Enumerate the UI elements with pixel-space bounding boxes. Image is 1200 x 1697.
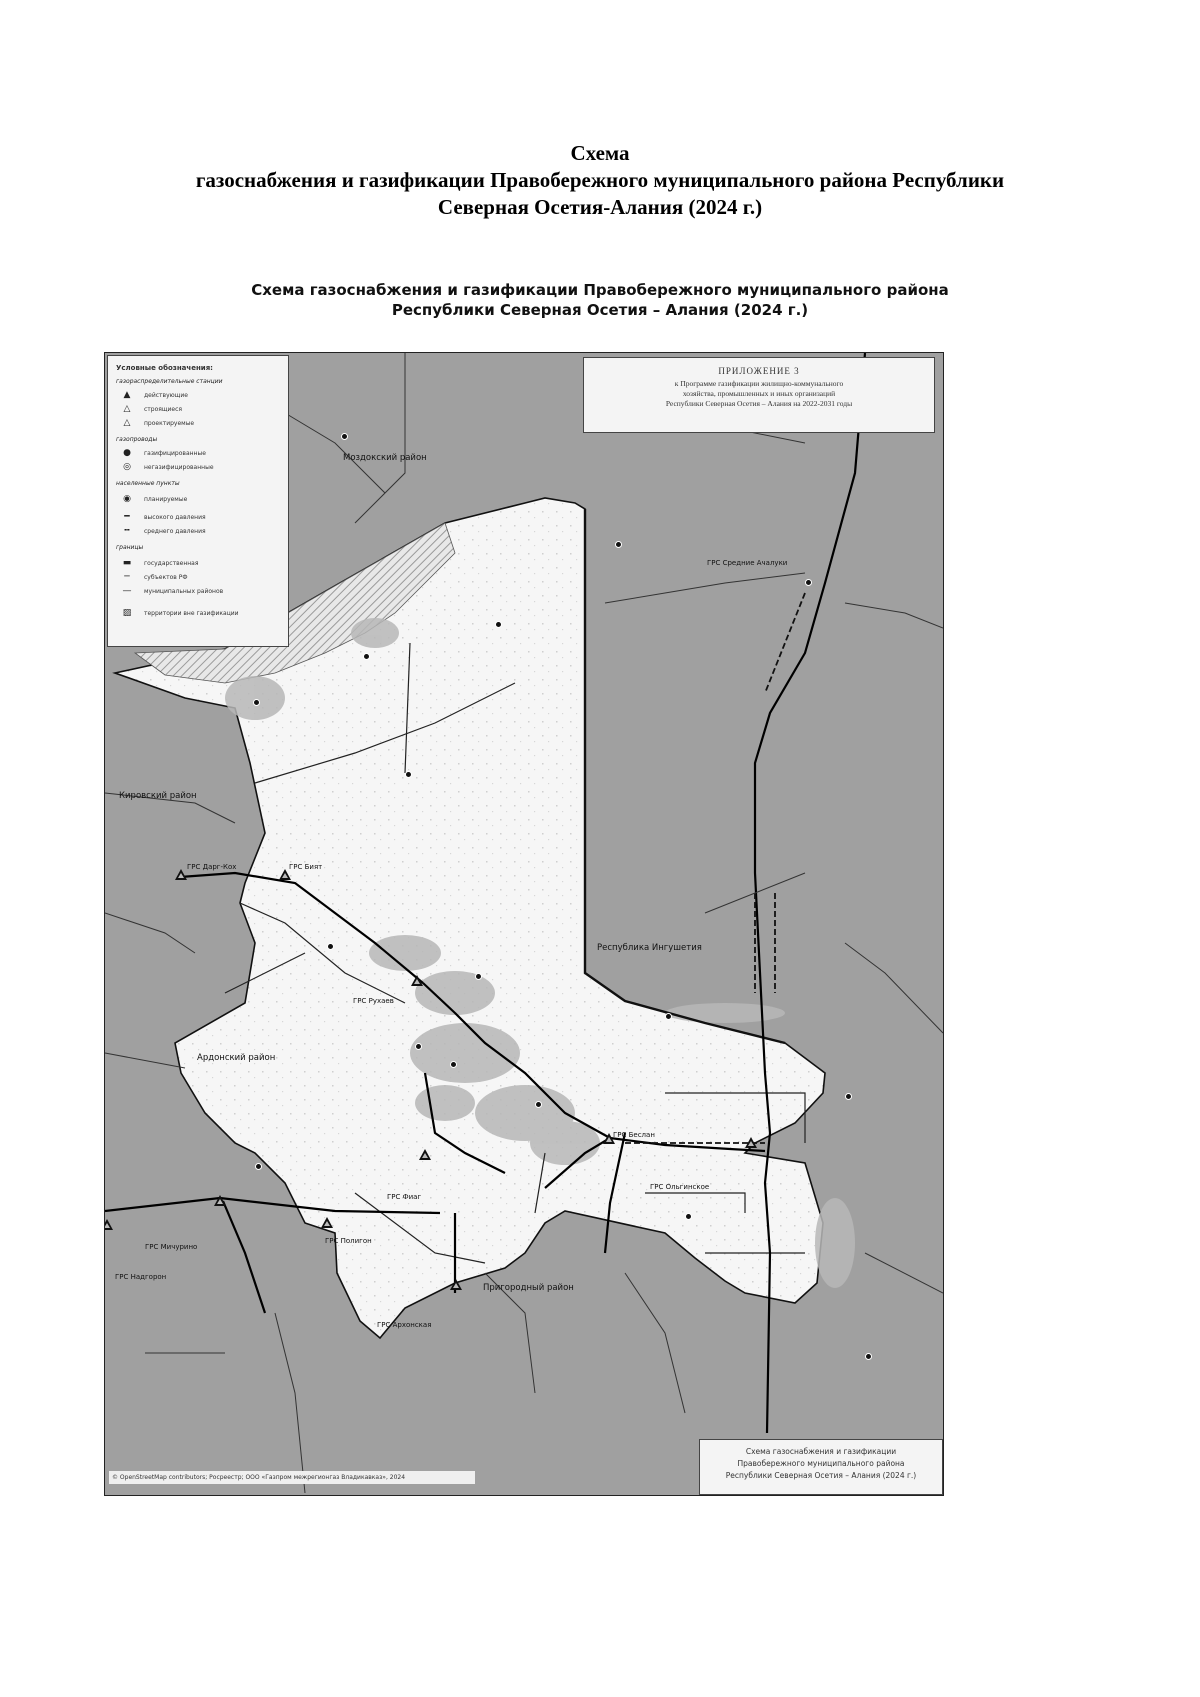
grs-marker-icon <box>175 869 187 880</box>
grs-label-beslan: ГРС Беслан <box>613 1131 655 1139</box>
region-label-ingushetia: Республика Ингушетия <box>597 943 702 953</box>
settlement-dot-icon <box>363 653 370 660</box>
appendix-line: хозяйства, промышленных и иных организаций <box>682 389 836 398</box>
grs-label-ruzaev: ГРС Рухаев <box>353 997 394 1005</box>
legend-item <box>116 526 206 536</box>
settlement-dot-icon <box>805 579 812 586</box>
grs-marker-icon <box>279 869 291 880</box>
settlement-dot-icon <box>535 1101 542 1108</box>
map-frame <box>104 352 944 1496</box>
legend-item-label: субъектов РФ <box>144 573 188 581</box>
stamp-line: Республики Северная Осетия – Алания (2024 г.) <box>725 1471 917 1480</box>
grs-marker-icon <box>104 1219 113 1230</box>
settlement-dot-icon <box>450 1061 457 1068</box>
settlement-dot-icon <box>415 1043 422 1050</box>
region-label-prigorodny: Пригородный район <box>483 1283 574 1293</box>
legend-item <box>116 494 187 504</box>
appendix-line: к Программе газификации жилищно-коммунального <box>674 379 844 388</box>
legend-item <box>116 390 188 400</box>
legend-item <box>116 608 239 618</box>
legend-item <box>116 448 206 458</box>
settlement-dot-icon <box>865 1353 872 1360</box>
grs-marker-icon <box>321 1217 333 1228</box>
legend-section-pipes: газопроводы <box>116 436 158 443</box>
legend-item <box>116 512 206 522</box>
settlement-dot-icon <box>495 621 502 628</box>
settlement-dot-icon <box>253 699 260 706</box>
legend-item-label: газифицированные <box>144 449 206 457</box>
legend-item-label: негазифицированные <box>144 463 214 471</box>
hatch-icon: ▨ <box>122 608 132 618</box>
appendix-line: Республики Северная Осетия – Алания на 2022-2031 годы <box>665 399 853 408</box>
grs-label-poligon: ГРС Полигон <box>325 1237 372 1245</box>
grs-label-sredniy-achaluki: ГРС Средние Ачалуки <box>707 559 788 567</box>
legend-item <box>116 462 214 472</box>
settlement-dot-icon <box>327 943 334 950</box>
legend-item-label: высокого давления <box>144 513 206 521</box>
triangle-icon: △ <box>123 418 131 428</box>
legend-section-borders: границы <box>116 544 144 551</box>
settlement-dot-icon <box>255 1163 262 1170</box>
page-title-line-1: Схема <box>570 141 630 165</box>
legend-item-label: проектируемые <box>144 419 195 427</box>
legend-panel <box>107 355 289 647</box>
grs-marker-icon <box>745 1137 757 1148</box>
grs-marker-icon <box>214 1195 226 1206</box>
settlement-dot-icon <box>341 433 348 440</box>
appendix-title: ПРИЛОЖЕНИЕ 3 <box>718 366 800 376</box>
legend-item-label: государственная <box>144 559 199 567</box>
grs-marker-icon <box>411 975 423 986</box>
settlement-dot-icon <box>685 1213 692 1220</box>
legend-item-label: планируемые <box>144 495 188 503</box>
dash-line-icon: ╍ <box>124 526 130 536</box>
page-title-line-2: газоснабжения и газификации Правобережного муниципального района Республики <box>195 168 1005 192</box>
settlement-dot-icon <box>665 1013 672 1020</box>
legend-title: Условные обозначения: <box>116 364 213 372</box>
legend-section-settlements: населенные пункты <box>116 480 180 487</box>
legend-item <box>116 418 194 428</box>
settlement-dot-icon <box>475 973 482 980</box>
line-icon: — <box>122 586 132 596</box>
grs-marker-icon <box>450 1279 462 1290</box>
dot-icon: ◉ <box>123 494 131 504</box>
triangle-icon: ▲ <box>123 390 131 400</box>
settlement-dot-icon <box>845 1093 852 1100</box>
triangle-icon: △ <box>123 404 131 414</box>
legend-item-label: муниципальных районов <box>144 587 224 595</box>
region-label-kirov: Кировский район <box>119 791 197 801</box>
grs-marker-icon <box>603 1133 615 1144</box>
legend-item-label: действующие <box>144 391 188 399</box>
legend-item <box>116 572 188 582</box>
map-heading-line-1: Схема газоснабжения и газификации Правобережного муниципального района <box>251 281 949 299</box>
grs-label-dargkokh: ГРС Дарг-Кох <box>187 863 237 871</box>
grs-label-bayat: ГРС Бият <box>289 863 323 871</box>
line-icon: ─ <box>124 572 130 582</box>
map-heading-line-2: Республики Северная Осетия – Алания (2024 г.) <box>391 301 809 319</box>
legend-item-label: среднего давления <box>144 527 206 535</box>
legend-section-grs: газораспределительные станции <box>116 378 223 385</box>
grs-label-fiag: ГРС Фиаг <box>387 1193 422 1201</box>
stamp-line: Правобережного муниципального района <box>737 1459 905 1468</box>
map-stamp <box>699 1439 943 1495</box>
grs-label-olginskoe: ГРС Ольгинское <box>650 1183 710 1191</box>
legend-item <box>116 558 198 568</box>
region-label-ardon: Ардонский район <box>197 1053 276 1063</box>
line-icon: ▬ <box>122 558 132 568</box>
legend-item <box>116 404 182 414</box>
stamp-line: Схема газоснабжения и газификации <box>745 1447 897 1456</box>
settlement-dot-icon <box>405 771 412 778</box>
grs-label-nadgoron: ГРС Надгорон <box>115 1273 167 1281</box>
appendix-box <box>583 357 935 433</box>
line-icon: ━ <box>124 512 130 522</box>
map-copyright: © OpenStreetMap contributors; Росреестр; ООО «Газпром межрегионгаз Владикавказ», 2024 <box>109 1471 475 1484</box>
dot-icon: ● <box>123 448 131 458</box>
dot-icon: ◎ <box>123 462 131 472</box>
legend-item-label: территории вне газификации <box>144 609 239 617</box>
legend-item <box>116 586 223 596</box>
region-label-mozdok: Моздокский район <box>343 453 427 463</box>
page-title-line-3: Северная Осетия-Алания (2024 г.) <box>437 195 763 219</box>
grs-label-michurino: ГРС Мичурино <box>145 1243 198 1251</box>
grs-label-arkhonskaya: ГРС Архонская <box>377 1321 432 1329</box>
legend-item-label: строящиеся <box>144 405 183 413</box>
settlement-dot-icon <box>615 541 622 548</box>
grs-marker-icon <box>419 1149 431 1160</box>
